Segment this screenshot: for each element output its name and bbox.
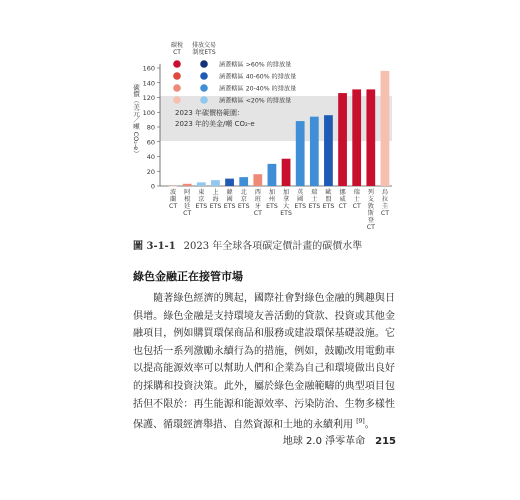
book-title: 地球 2.0 淨零革命 — [282, 436, 366, 447]
legend-label: 涵蓋轄區 40-60% 的排放量 — [219, 73, 297, 81]
chart-svg — [0, 0, 520, 235]
legend-swatch-ets — [200, 72, 208, 80]
category-label: 北京 ETS — [237, 189, 250, 210]
legend-label: 涵蓋轄區 >60% 的排放量 — [219, 61, 292, 69]
category-label: 加州 ETS — [266, 189, 278, 210]
carbon-price-chart — [0, 0, 520, 235]
bar — [225, 179, 234, 186]
y-tick-label: 60 — [146, 138, 155, 147]
y-axis-label: 碳價（美元／噸 CO₂-e） — [132, 84, 140, 157]
bar — [338, 93, 347, 186]
category-label: 歐盟 ETS — [322, 189, 335, 210]
bar — [268, 164, 277, 186]
page-number: 215 — [375, 436, 396, 447]
y-tick-label: 40 — [146, 153, 155, 161]
bar — [366, 89, 375, 186]
figure-caption — [133, 237, 362, 252]
legend-swatch-ct — [173, 72, 181, 80]
y-tick-label: 0 — [150, 182, 155, 191]
legend-swatch-ets — [200, 84, 208, 92]
legend-header-ets: 排放交易 — [191, 42, 217, 49]
legend-header-ets-code: 制度ETS — [192, 49, 216, 56]
category-label: 東京 ETS — [195, 189, 208, 210]
figure-number: 圖 3-1-1 — [133, 241, 176, 252]
reference-mark: [9] — [356, 418, 365, 426]
legend-swatch-ct — [173, 96, 181, 104]
bar — [324, 115, 333, 186]
legend-swatch-ets — [200, 60, 208, 68]
paragraph-text: 隨著綠色經濟的興起，國際社會對綠色金融的興趣與日俱增。綠色金融是支持環境友善活動的貸款、投資或其他金融項目，例如購買環保商品和服務或建設環保基礎設施。它也包括一系列激勵永續行為的措施，例如，鼓勵改用電動車以提高能源效率可以幫助人們和企業為自己和環境做出良好的採購和投資決策。此外，屬於綠色金融範疇的典型項目包括但不限於：再生能源和能源效率、污染防治、生物多樣性保護、循環經濟舉措、自然資源和土地的永續利用 — [133, 293, 396, 431]
legend-swatch-ct — [173, 60, 181, 68]
category-label: 瑞士 CT — [352, 189, 361, 210]
y-tick-label: 80 — [146, 123, 155, 132]
legend-label: 涵蓋轄區 20-40% 的排放量 — [219, 85, 297, 93]
bar — [310, 117, 319, 186]
y-tick-label: 140 — [142, 79, 155, 88]
bar — [197, 182, 206, 186]
bar — [352, 89, 361, 186]
band-label-line1: 2023 年碳價格範圍： — [175, 109, 245, 117]
category-label: 瑞士 ETS — [308, 189, 321, 210]
bar — [239, 177, 248, 186]
category-label: 阿根廷 CT — [183, 189, 192, 217]
legend-header-ct-code: CT — [173, 49, 181, 56]
category-label: 上海 ETS — [209, 189, 222, 210]
category-label: 英國 ETS — [294, 189, 306, 210]
y-tick-label: 100 — [142, 108, 155, 117]
figure-title: 2023 年全球各項碳定價計畫的碳價水準 — [183, 241, 363, 252]
category-label: 挪威 CT — [338, 189, 347, 210]
bar — [296, 121, 305, 186]
legend-swatch-ets — [200, 96, 208, 104]
category-label: 烏拉圭 CT — [380, 189, 389, 217]
body-paragraph — [133, 290, 395, 434]
y-tick-label: 120 — [142, 94, 155, 102]
page-footer — [283, 432, 396, 447]
band-label-line2: 2023 年的美金/噸 CO₂-e — [175, 120, 255, 128]
legend-swatch-ct — [173, 84, 181, 92]
category-label: 列支敦斯登 CT — [366, 189, 375, 231]
bar — [381, 71, 390, 186]
category-label: 波蘭 CT — [169, 189, 178, 210]
legend-header-ct: 碳稅 — [170, 42, 184, 49]
category-label: 西班牙 CT — [253, 189, 262, 217]
y-tick-label: 160 — [142, 64, 155, 73]
bar — [282, 159, 291, 186]
legend-label: 涵蓋轄區 <20% 的排放量 — [219, 97, 292, 105]
bar — [183, 184, 192, 186]
category-label: 韓國 ETS — [223, 189, 236, 210]
bar — [169, 186, 178, 187]
bar — [253, 174, 262, 186]
category-label: 加拿大 ETS — [280, 189, 292, 217]
bar — [211, 180, 220, 186]
y-tick-label: 20 — [146, 167, 155, 176]
section-heading: 綠色金融正在接管市場 — [133, 270, 243, 283]
paragraph-end: 。 — [364, 419, 375, 431]
